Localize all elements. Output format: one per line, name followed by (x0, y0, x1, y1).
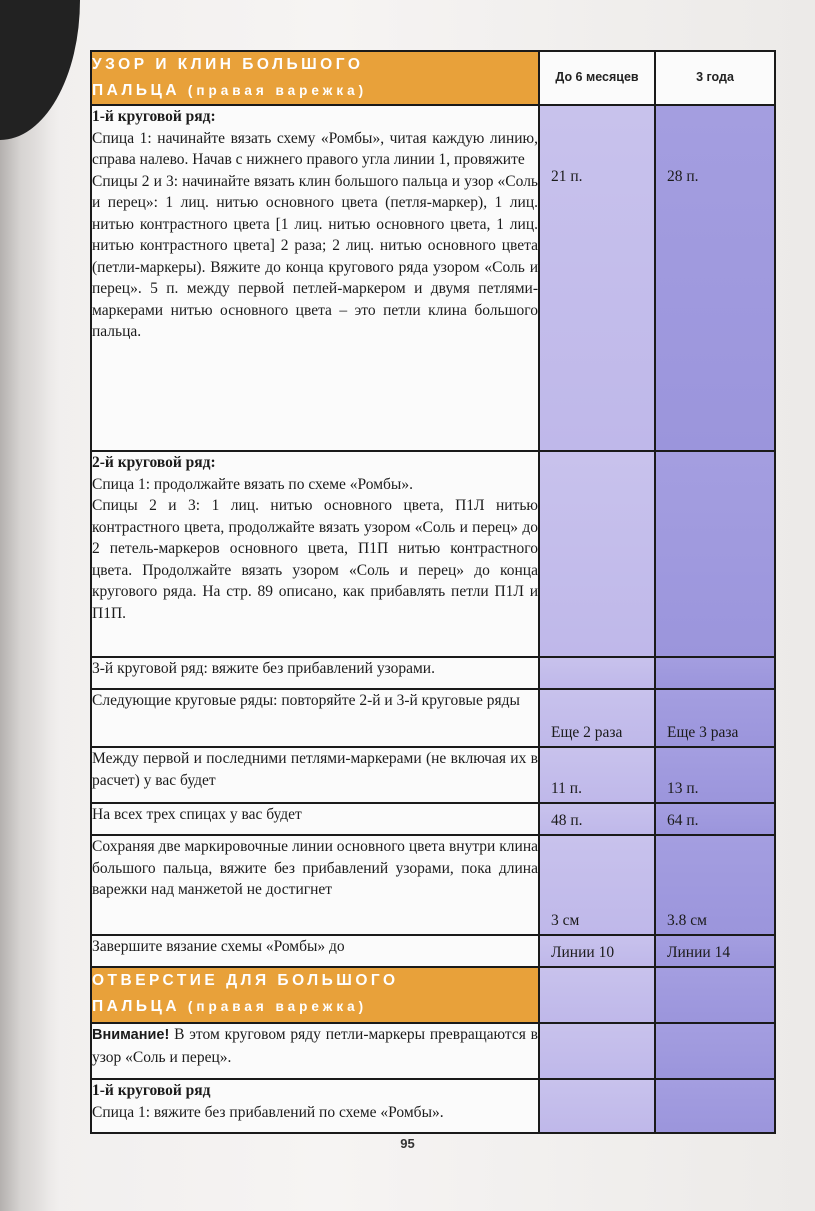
row3-text: 3-й круговой ряд: вяжите без прибавлений узорами. (91, 657, 539, 689)
column-header-size1: До 6 месяцев (539, 51, 655, 105)
row4-size2-value: Еще 3 раза (667, 723, 739, 741)
row5-size1-value: 11 п. (551, 779, 582, 797)
table-header-row (91, 51, 775, 105)
row8-text: Завершите вязание схемы «Ромбы» до (91, 935, 539, 967)
row1-size2-cell (655, 105, 775, 451)
row6-size1-cell (539, 803, 655, 835)
row4-size1-value: Еще 2 раза (551, 723, 623, 741)
row3-size1-cell (539, 657, 655, 689)
row5-size2-cell (655, 747, 775, 803)
table-row (91, 451, 775, 657)
page-number: 95 (400, 1136, 415, 1151)
row6-size2-cell (655, 803, 775, 835)
row1-size1-value: 21 п. (551, 168, 583, 185)
row1-line1: Спица 1: начинайте вязать схему «Ромбы», читая каждую линию, справа налево. Начав с нижнего правого угла линии 1, провяжите (92, 129, 538, 168)
warning-text-cell (91, 1023, 539, 1079)
table-row (91, 803, 775, 835)
thumb-hole-header-line2 (92, 994, 538, 1020)
row5-size2-value: 13 п. (667, 779, 699, 797)
section-header-line2-suffix: (правая варежка) (187, 83, 368, 98)
row3-size2-cell (655, 657, 775, 689)
row2-size2-cell (655, 451, 775, 657)
thumb-hole-header-line2-suffix: (правая варежка) (187, 999, 368, 1014)
row6-size1-value: 48 п. (551, 812, 583, 829)
thumb-hole-size1-cell (539, 967, 655, 1023)
last-row-size2-cell (655, 1079, 775, 1133)
section-header-line2-prefix: ПАЛЬЦА (92, 82, 181, 99)
row4-size1-cell (539, 689, 655, 747)
section-header-line2 (92, 78, 538, 104)
row8-size2-cell (655, 935, 775, 967)
thumb-hole-size2-cell (655, 967, 775, 1023)
row2-text (91, 451, 539, 657)
table-row (91, 935, 775, 967)
table-row (91, 689, 775, 747)
page-gutter-shadow (0, 0, 60, 1211)
row2-line2: Спицы 2 и 3: 1 лиц. нитью основного цвета, П1Л нитью контрастного цвета, продолжайте вязать узором «Соль и перец» до 2 петель-маркеров основного цвета, П1П нитью контрастного цвета. Продолжайте вязать узором «Соль и перец» до конца кругового ряда. На стр. 89 описано, как прибавлять петли П1Л и П1П. (92, 497, 538, 622)
row7-size1-value: 3 см (551, 911, 580, 929)
row8-size1-value: Линии 10 (551, 944, 615, 961)
row2-size1-cell (539, 451, 655, 657)
row5-size1-cell (539, 747, 655, 803)
column-header-size2: 3 года (655, 51, 775, 105)
section-header-thumb-hole (91, 967, 539, 1023)
table-row (91, 747, 775, 803)
last-row-title: 1-й круговой ряд (92, 1082, 211, 1099)
table-row (91, 657, 775, 689)
table-row (91, 105, 775, 451)
table-row (91, 1079, 775, 1133)
row6-size2-value: 64 п. (667, 812, 699, 829)
row1-size2-value: 28 п. (667, 168, 699, 185)
knitting-instructions-table (90, 50, 776, 1134)
row7-size2-value: 3.8 см (667, 911, 707, 929)
row5-text: Между первой и последними петлями-маркерами (не включая их в расчет) у вас будет (91, 747, 539, 803)
row4-size2-cell (655, 689, 775, 747)
row1-title: 1-й круговой ряд: (92, 108, 216, 125)
section-header-line1: УЗОР И КЛИН БОЛЬШОГО (92, 56, 364, 73)
warning-size1-cell (539, 1023, 655, 1079)
row1-text (91, 105, 539, 451)
row2-line1: Спица 1: продолжайте вязать по схеме «Ромбы». (92, 475, 413, 493)
row7-text: Сохраняя две маркировочные линии основного цвета внутри клина большого пальца, вяжите без прибавлений узорами, пока длина варежки над манжетой не достигнет (91, 835, 539, 935)
warning-size2-cell (655, 1023, 775, 1079)
row7-size2-cell (655, 835, 775, 935)
thumb-hole-header-line2-prefix: ПАЛЬЦА (92, 998, 181, 1015)
row2-title: 2-й круговой ряд: (92, 454, 216, 471)
last-row-text: Спица 1: вяжите без прибавлений по схеме «Ромбы». (92, 1103, 444, 1121)
row1-line2: Спицы 2 и 3: начинайте вязать клин большого пальца и узор «Соль и перец»: 1 лиц. нитью основного цвета (петля-маркер), 1 лиц. нитью контрастного цвета [1 лиц. нитью основного цвета, 1 лиц. нитью контрастного цвета] 2 раза; 2 лиц. нитью основного цвета (петли-маркеры). Вяжите до конца кругового ряда узором «Соль и перец». 5 п. между первой петлей-маркером и двумя петлями-маркерами нитью основного цвета – это петли клина большого пальца. (92, 172, 538, 340)
table-row (91, 835, 775, 935)
last-row-size1-cell (539, 1079, 655, 1133)
section-header-pattern-and-gusset (91, 51, 539, 105)
row4-text: Следующие круговые ряды: повторяйте 2-й и 3-й круговые ряды (91, 689, 539, 747)
table-header-row (91, 967, 775, 1023)
warning-text: В этом круговом ряду петли-маркеры превращаются в узор «Соль и перец». (92, 1026, 538, 1066)
row6-text: На всех трех спицах у вас будет (91, 803, 539, 835)
row8-size1-cell (539, 935, 655, 967)
thumb-hole-header-line1: ОТВЕРСТИЕ ДЛЯ БОЛЬШОГО (92, 972, 399, 989)
last-row-text-cell (91, 1079, 539, 1133)
row7-size1-cell (539, 835, 655, 935)
warning-label: Внимание! (92, 1027, 170, 1043)
table-row (91, 1023, 775, 1079)
row8-size2-value: Линии 14 (667, 944, 731, 961)
row1-size1-cell (539, 105, 655, 451)
